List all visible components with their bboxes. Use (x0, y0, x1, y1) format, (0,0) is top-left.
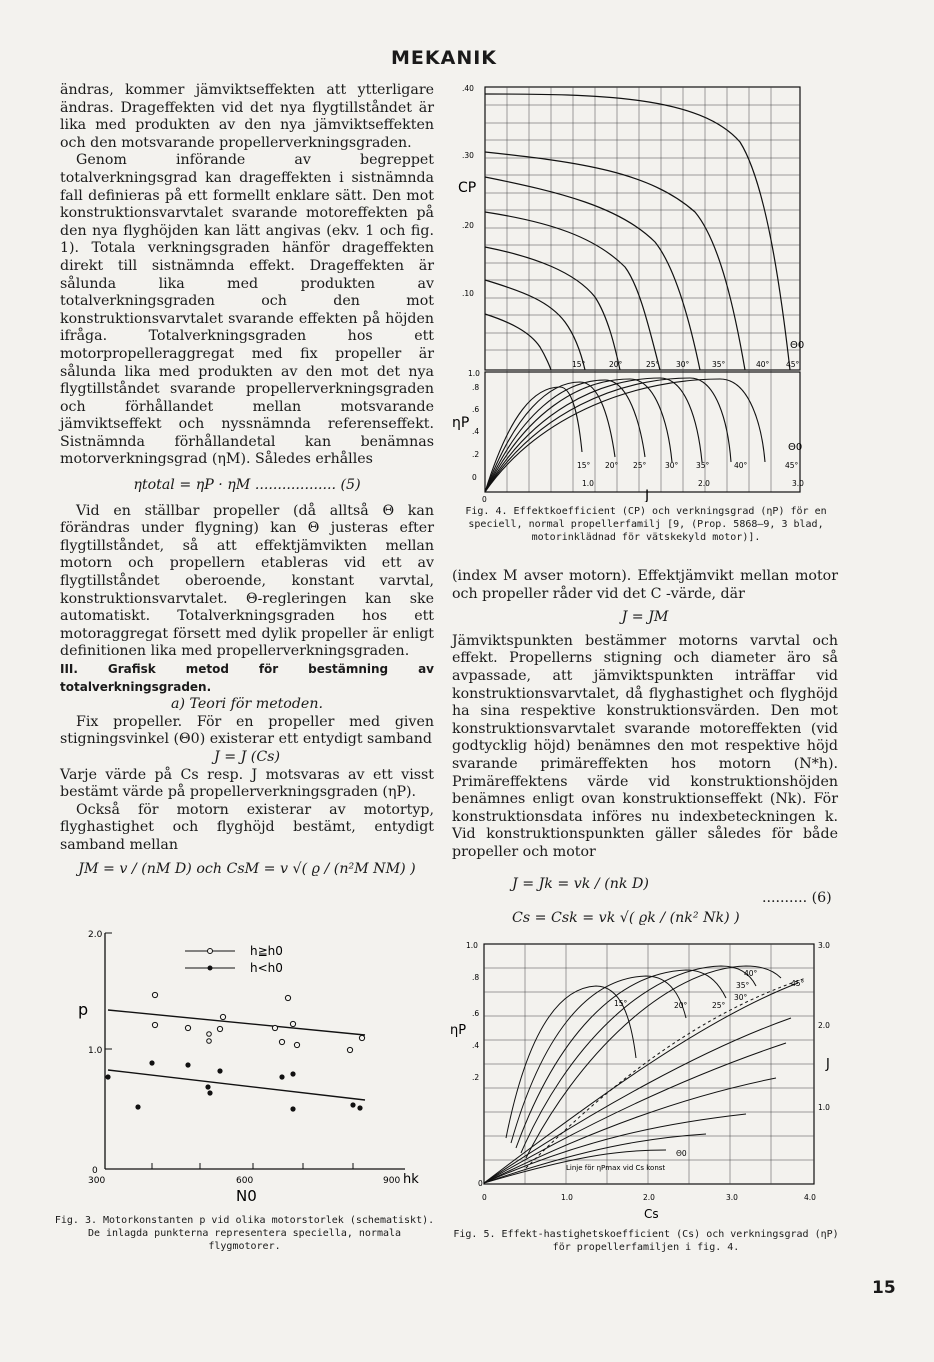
figure-5-caption: Fig. 5. Effekt-hastighetskoefficient (Cs) och verkningsgrad (ηP) för propellerfamiljen i fig. 4. (453, 1229, 839, 1253)
legend-label: h<h0 (250, 961, 283, 975)
svg-text:20°: 20° (605, 461, 619, 470)
j-tick: 2.0 (698, 479, 710, 488)
eta-tick: .6 (472, 405, 480, 414)
section-title: III. Grafisk metod för bestämning av totalverkningsgraden. (60, 662, 434, 694)
svg-text:15°: 15° (577, 461, 591, 470)
svg-text:15°: 15° (572, 360, 586, 369)
y-tick: 0 (92, 1166, 98, 1176)
cp-angle-labels (572, 360, 800, 369)
cs-tick: 2.0 (643, 1193, 655, 1202)
cp-curves (485, 94, 790, 370)
left-column (60, 82, 434, 878)
j-tick: 3.0 (818, 941, 830, 950)
j-tick: 1.0 (818, 1103, 830, 1112)
cs-tick: 0 (482, 1193, 487, 1202)
equation-j-jm: J = JM (621, 609, 669, 626)
paragraph: Också för motorn existerar av motortyp, flyghastighet och flyghöjd bestämt, entydigt samband mellan (60, 801, 434, 853)
trend-line-open (108, 1010, 365, 1035)
y-tick: 1.0 (88, 1046, 103, 1056)
figure-4-caption: Fig. 4. Effektkoefficient (CP) och verkningsgrad (ηP) för en speciell, normal propellerfamilj [9, (Prop. 5868—9, 3 blad, motorinklädnad för vätskekyld motor)]. (465, 506, 827, 543)
svg-text:20°: 20° (609, 360, 623, 369)
eta-curves (485, 378, 765, 492)
eta-tick: 0 (472, 473, 477, 482)
paragraph: Varje värde på Cs resp. J motsvaras av ett visst bestämt värde på propellerverkningsgraden (ηP). (60, 766, 434, 801)
filled-points (105, 1060, 362, 1111)
j-curves (484, 983, 798, 1183)
eta-max-note: Linje för ηPmax vid Cs konst (566, 1164, 666, 1172)
svg-text:45°: 45° (791, 979, 805, 988)
cp-axis-label: CP (458, 180, 477, 196)
j-tick: 2.0 (818, 1021, 830, 1030)
x-axis-label: N0 (236, 1187, 257, 1205)
cs-axis-label: Cs (644, 1207, 659, 1221)
svg-text:25°: 25° (633, 461, 647, 470)
paragraph: Vid en ställbar propeller (då alltså Θ kan förändras under flygning) kan Θ justeras efter flygtillståndet, så att effektjämvikten mellan motorn och propellern etableras vid ett av flygtillståndet oberoende, konstant varvtal, konstruktionsvarvtalet. Θ-regleringen kan ske automatiskt. Totalverkningsgraden hos ett motoraggregat försett med dylik propeller är enligt definitionen lika med propellerverkningsgraden. (60, 502, 434, 660)
y-axis-label: p (78, 1000, 89, 1019)
eta-tick: .6 (472, 1009, 480, 1018)
eta-tick: 1.0 (468, 369, 480, 378)
eta-tick: .2 (472, 450, 480, 459)
svg-text:35°: 35° (696, 461, 710, 470)
svg-text:40°: 40° (734, 461, 748, 470)
eta-theta-label: Θ0 (788, 442, 803, 453)
eta-tick: .4 (472, 427, 480, 436)
svg-text:20°: 20° (674, 1001, 688, 1010)
page-header: MEKANIK (391, 47, 498, 69)
svg-text:45°: 45° (786, 360, 800, 369)
paragraph: Jämviktspunkten bestämmer motorns varvtal och effekt. Propellerns stigning och diameter äro så avpassade, att jämviktspunkten inträffar vid konstruktionsvarvtalet, då flyghastighet och flyghöjd ha sina respektive konstruktionsvärden. Den mot konstruktionsvarvtalet svarande motoreffekten (vid godtycklig höjd) benämnes den mot respektive höjd svarande primäreffekten hos motorn (N*h). Primäreffektens värde vid konstruktionshöjden benämnes enligt ovan konstruktionseffekt (Nk). För konstruktionsdata införes nu indexbeteckningen k. Vid konstruktionspunkten gäller således för både propeller och motor (452, 632, 838, 860)
cs-tick: 3.0 (726, 1193, 738, 1202)
svg-text:40°: 40° (744, 969, 758, 978)
x-tick: 300 (88, 1176, 106, 1186)
cs-tick: 1.0 (561, 1193, 573, 1202)
page-number: 15 (872, 1278, 896, 1298)
legend-label: h≧h0 (250, 944, 283, 958)
svg-text:45°: 45° (785, 461, 799, 470)
subsection-title: a) Teori för metoden. (171, 696, 323, 713)
equation-jm: JM = v / (nM D) och CsM = v √( ϱ / (n²M NM) ) (78, 860, 416, 877)
open-points (152, 992, 364, 1052)
trend-line-filled (108, 1070, 365, 1100)
cp-theta-label: Θ0 (790, 340, 805, 351)
figure-5-chart (446, 938, 841, 1228)
paragraph: ändras, kommer jämviktseffekten att ytterligare ändras. Drageffekten vid det nya flygtillståndet är lika med produkten av den nya jämviktseffekten och den motsvarande propellerverkningsgraden. (60, 82, 434, 151)
equation-5: ηtotal = ηP · ηM .................. (5) (133, 477, 361, 494)
cp-tick: .10 (462, 289, 474, 298)
eta-tick: 1.0 (466, 941, 478, 950)
x-unit: hk (403, 1172, 419, 1187)
figure-4-chart (450, 82, 830, 502)
equation-j: J = J (Cs) (214, 748, 280, 765)
svg-text:30°: 30° (676, 360, 690, 369)
eta-tick: .8 (472, 383, 480, 392)
x-tick: 600 (236, 1176, 254, 1186)
svg-text:40°: 40° (756, 360, 770, 369)
svg-text:30°: 30° (734, 993, 748, 1002)
eta-tick: 0 (478, 1179, 483, 1188)
eta-tick: .4 (472, 1041, 480, 1050)
cs-tick: 4.0 (804, 1193, 816, 1202)
right-column (452, 568, 838, 940)
cp-tick: .30 (462, 151, 474, 160)
eta-tick: .2 (472, 1073, 480, 1082)
figure-3-chart (60, 925, 430, 1205)
cp-tick: .20 (462, 221, 474, 230)
eta-axis-label: ηP (450, 1023, 467, 1038)
paragraph: Fix propeller. För en propeller med given stigningsvinkel (Θ0) existerar ett entydigt samband (60, 713, 434, 748)
equation-6-number: .......... (6) (762, 889, 832, 906)
x-tick: 900 (383, 1176, 401, 1186)
eta-angle-labels (577, 461, 799, 470)
eta-max-line (526, 978, 806, 1168)
equation-6-line-2: Cs = Csk = vk √( ϱk / (nk² Nk) ) (512, 909, 740, 926)
y-tick: 2.0 (88, 930, 103, 940)
svg-text:30°: 30° (665, 461, 679, 470)
paragraph: Genom införande av begreppet totalverkningsgrad kan drageffekten i sistnämnda fall definieras på ett formellt enklare sätt. Den mot konstruktionsvarvtalet svarande motoreffekten på den nya flyghöjden kan lätt angivas (ekv. 1 och fig. 1). Totala verkningsgraden hänför drageffekten direkt till sistnämnda effekt. Drageffekten är sålunda lika med produkten av totalverkningsgraden och den mot konstruktionsvarvtalet svarande effekten på höjden ifråga. Totalverkningsgraden hos ett motorpropelleraggregat med fix propeller är sålunda lika med produkten av den mot det nya flygtillståndet svarande propellerverkningsgraden och förhållandet mellan motsvarande jämviktseffekt och nyssnämnda referenseffekt. Sistnämnda förhållandetal kan benämnas motorverkningsgrad (ηM). Således erhålles (60, 152, 434, 468)
svg-text:15°: 15° (614, 999, 628, 1008)
svg-text:25°: 25° (646, 360, 660, 369)
svg-text:35°: 35° (736, 981, 750, 990)
j-tick: 3.0 (792, 479, 804, 488)
figure-3-caption: Fig. 3. Motorkonstanten p vid olika motorstorlek (schematiskt). De inlagda punkterna representera speciella, normala flygmotorer. (54, 1215, 435, 1252)
svg-text:25°: 25° (712, 1001, 726, 1010)
j-tick: 1.0 (582, 479, 594, 488)
eta-axis-label: ηP (452, 415, 470, 431)
j-axis-label: J (645, 488, 650, 502)
svg-text:35°: 35° (712, 360, 726, 369)
eta-tick: .8 (472, 973, 480, 982)
paragraph: (index M avser motorn). Effektjämvikt mellan motor och propeller råder vid det C -värde, där (452, 568, 838, 602)
angle-labels (614, 969, 805, 1010)
equation-6-line-1: J = Jk = vk / (nk D) (512, 875, 649, 892)
j-tick: 0 (482, 495, 487, 502)
cp-tick: .40 (462, 84, 474, 93)
equation-6 (452, 870, 838, 940)
j-axis-label: J (826, 1057, 830, 1072)
theta-label: Θ0 (676, 1149, 687, 1158)
